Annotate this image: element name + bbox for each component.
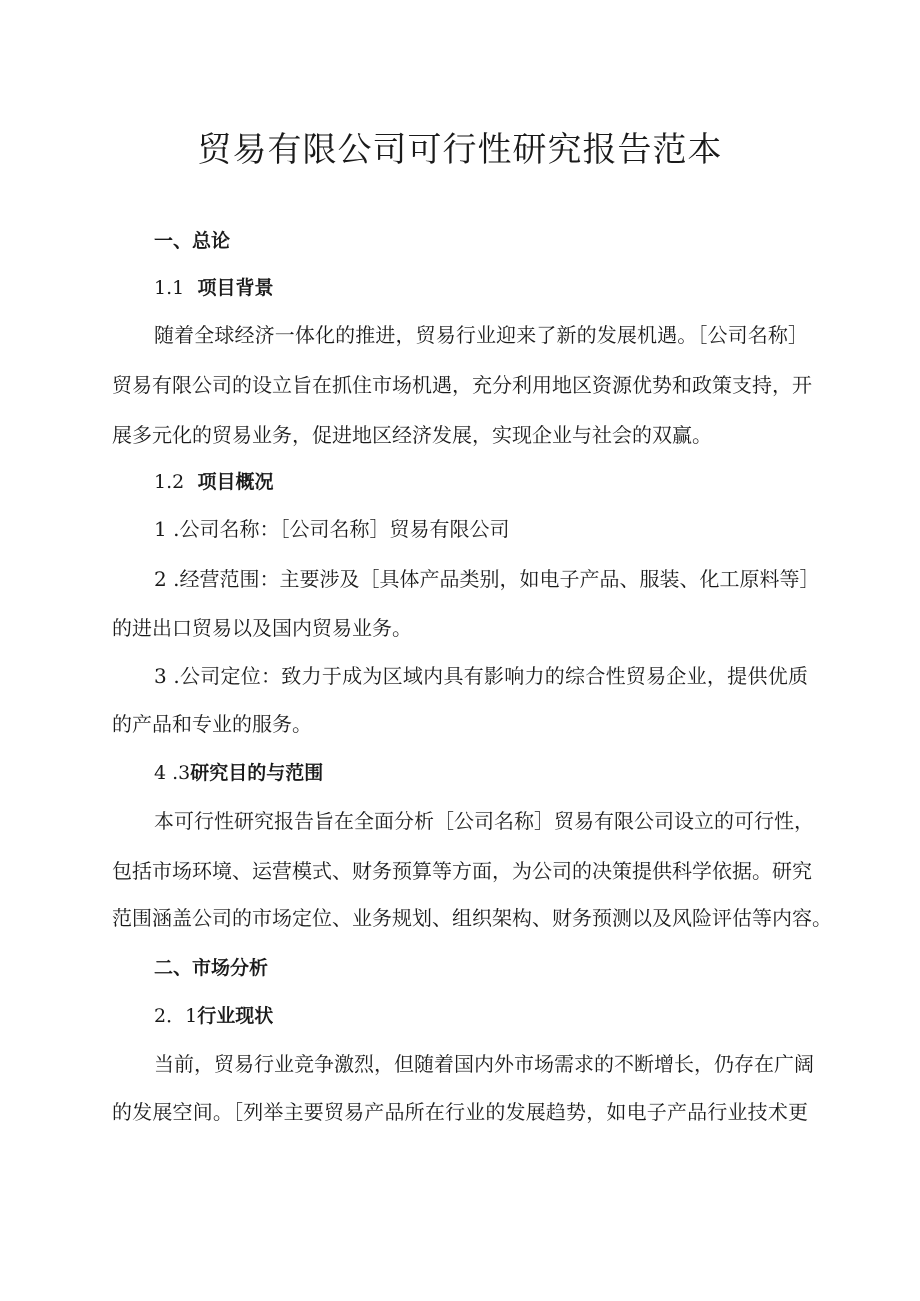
document-title: 贸易有限公司可行性研究报告范本 [197,130,723,170]
paragraph-line: 的发展空间。［列举主要贸易产品所在行业的发展趋势，如电子产品行业技术更 [112,1100,808,1124]
paragraph-line: 当前，贸易行业竞争激烈，但随着国内外市场需求的不断增长，仍存在广阔 [154,1052,814,1076]
subsection-number: 4 .3 [154,762,191,784]
subsection-number: 1.1 [154,277,185,299]
section-heading-2: 二、市场分析 [154,957,269,979]
subsection-number: 2．1 [154,1005,198,1027]
paragraph-line: 范围涵盖公司的市场定位、业务规划、组织架构、财务预测以及风险评估等内容。 [112,906,832,930]
paragraph-line: 包括市场环境、运营模式、财务预算等方面，为公司的决策提供科学依据。研究 [112,859,812,883]
subsection-title: 行业现状 [197,1005,274,1027]
subsection-title: 项目背景 [197,277,274,299]
list-item: 2 .经营范围：主要涉及［具体产品类别，如电子产品、服装、化工原料等］ [154,567,820,591]
subsection-heading-1-1 [154,273,273,303]
subsection-title: 项目概况 [197,471,274,493]
subsection-heading-1-2 [154,467,273,497]
subsection-number: 1.2 [154,471,185,493]
paragraph-line: 随着全球经济一体化的推进，贸易行业迎来了新的发展机遇。［公司名称］ [154,323,808,347]
list-item-continuation: 的进出口贸易以及国内贸易业务。 [112,616,412,640]
subsection-heading-2-1 [154,1001,273,1031]
list-item: 1 .公司名称：［公司名称］贸易有限公司 [154,517,510,541]
subsection-title: 研究目的与范围 [190,762,324,784]
paragraph-line: 展多元化的贸易业务，促进地区经济发展，实现企业与社会的双赢。 [112,423,712,447]
paragraph-line: 贸易有限公司的设立旨在抓住市场机遇，充分利用地区资源优势和政策支持，开 [112,373,812,397]
list-item-continuation: 的产品和专业的服务。 [112,712,312,736]
paragraph-line: 本可行性研究报告旨在全面分析［公司名称］贸易有限公司设立的可行性， [154,809,814,833]
list-item: 3 .公司定位：致力于成为区域内具有影响力的综合性贸易企业，提供优质 [154,664,808,688]
subsection-heading-1-3 [154,758,323,788]
section-heading-1: 一、总论 [154,230,231,252]
